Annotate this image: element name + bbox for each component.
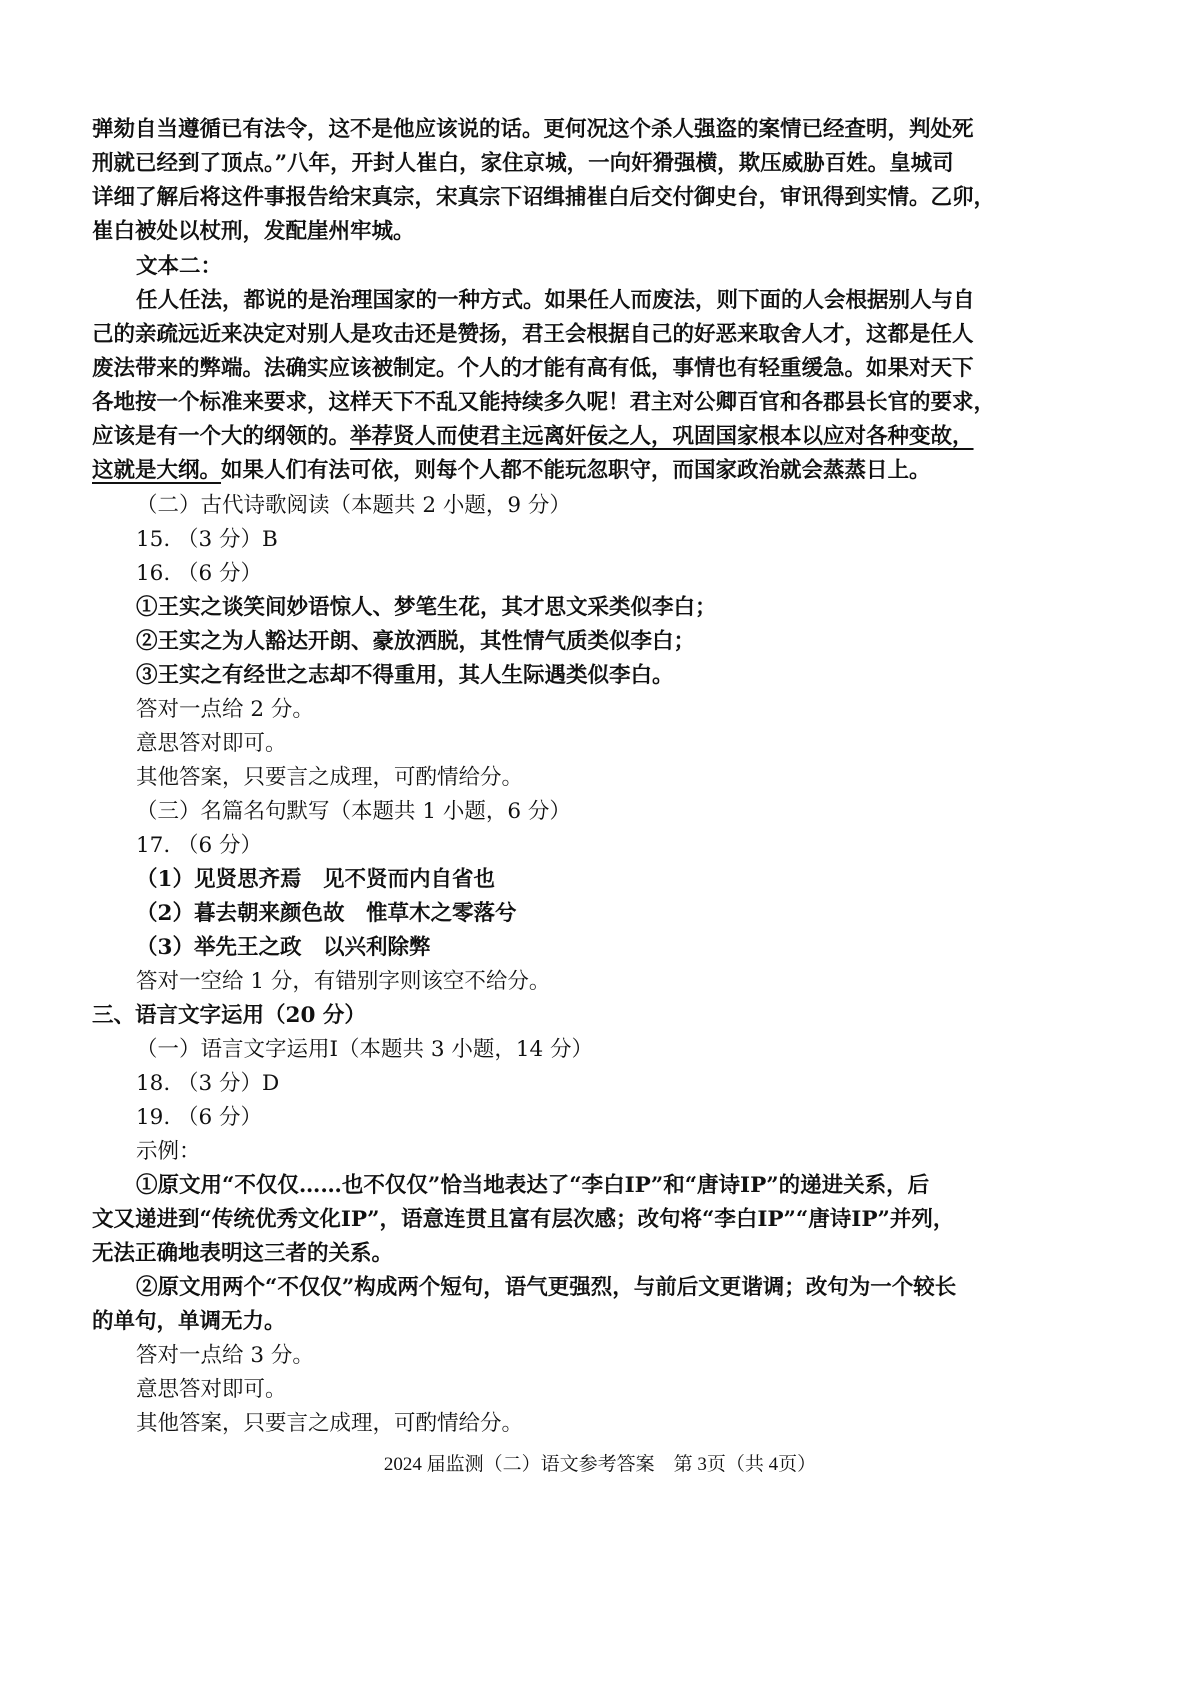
q16-answer-3: ③王实之有经世之志却不得重用，其人生际遇类似李白。 — [136, 663, 674, 688]
q16-answer-2: ②王实之为人豁达开朗、豪放洒脱，其性情气质类似李白； — [136, 629, 696, 654]
text-two-heading: 文本二： — [136, 254, 223, 279]
q19-point-1-line-1: ①原文用“不仅仅……也不仅仅”恰当地表达了“李白IP”和“唐诗IP”的递进关系，后 — [136, 1173, 930, 1198]
q19-point-2-line-2: 的单句，单调无力。 — [92, 1309, 286, 1334]
text-two-underlined-answer-part-2: 这就是大纲。 — [92, 458, 222, 483]
text-two-line-4: 各地按一个标准来要求，这样天下不乱又能持续多久呢！君主对公卿百官和各郡县长官的要求， — [92, 390, 996, 415]
q16-meaning-note: 意思答对即可。 — [136, 731, 287, 756]
top-paragraph-line-2: 刑就已经到了顶点。”八年，开封人崔白，家住京城，一向奸猾强横，欺压威胁百姓。皇城司 — [92, 151, 954, 176]
q17-answer-3: （3）举先王之政 以兴利除弊 — [136, 935, 431, 960]
top-paragraph-line-4: 崔白被处以杖刑，发配崖州牢城。 — [92, 219, 415, 244]
q17-answer-2: （2）暮去朝来颜色故 惟草木之零落兮 — [136, 901, 517, 926]
q16-scoring-note: 答对一点给 2 分。 — [136, 697, 314, 722]
q19-example-label: 示例： — [136, 1139, 201, 1164]
q16-answer-1: ①王实之谈笑间妙语惊人、梦笔生花，其才思文采类似李白； — [136, 595, 717, 620]
q19-point-2-line-1: ②原文用两个“不仅仅”构成两个短句，语气更强烈，与前后文更谐调；改句为一个较长 — [136, 1275, 957, 1300]
text-two-line-6-plain: 如果人们有法可依，则每个人都不能玩忽职守，而国家政治就会蒸蒸日上。 — [221, 458, 931, 483]
recitation-section-heading: （三）名篇名句默写（本题共 1 小题，6 分） — [136, 799, 571, 824]
question-17: 17. （6 分） — [136, 833, 263, 858]
poetry-section-heading: （二）古代诗歌阅读（本题共 2 小题，9 分） — [136, 493, 571, 518]
part-three-heading: 三、语言文字运用（20 分） — [92, 1003, 366, 1028]
text-two-line-6 — [92, 460, 931, 482]
text-two-line-5 — [92, 426, 974, 448]
question-15: 15. （3 分）B — [136, 527, 278, 552]
text-two-underlined-answer-part-1: 举荐贤人而使君主远离奸佞之人，巩固国家根本以应对各种变故， — [350, 424, 974, 449]
q19-other-answers-note: 其他答案，只要言之成理，可酌情给分。 — [136, 1411, 524, 1436]
q16-other-answers-note: 其他答案，只要言之成理，可酌情给分。 — [136, 765, 524, 790]
top-paragraph-line-1: 弹劾自当遵循已有法令，这不是他应该说的话。更何况这个杀人强盗的案情已经查明，判处死 — [92, 117, 974, 142]
question-18: 18. （3 分）D — [136, 1071, 280, 1096]
q19-point-1-line-3: 无法正确地表明这三者的关系。 — [92, 1241, 394, 1266]
question-19: 19. （6 分） — [136, 1105, 263, 1130]
text-two-line-1: 任人任法，都说的是治理国家的一种方式。如果任人而废法，则下面的人会根据别人与自 — [136, 288, 975, 313]
q19-point-1-line-2: 文又递进到“传统优秀文化IP”，语意连贯且富有层次感；改句将“李白IP”“唐诗IP”并列， — [92, 1207, 955, 1232]
q19-meaning-note: 意思答对即可。 — [136, 1377, 287, 1402]
page-footer: 2024 届监测（二）语文参考答案 第 3页（共 4页） — [383, 1454, 817, 1475]
text-two-line-3: 废法带来的弊端。法确实应该被制定。个人的才能有高有低，事情也有轻重缓急。如果对天下 — [92, 356, 974, 381]
question-16: 16. （6 分） — [136, 561, 263, 586]
q17-scoring-note: 答对一空给 1 分，有错别字则该空不给分。 — [136, 969, 551, 994]
top-paragraph-line-3: 详细了解后将这件事报告给宋真宗，宋真宗下诏缉捕崔白后交付御史台，审讯得到实情。乙卯， — [92, 185, 996, 210]
part-three-subheading: （一）语言文字运用Ⅰ（本题共 3 小题，14 分） — [136, 1037, 594, 1062]
text-two-line-5-plain: 应该是有一个大的纲领的。 — [92, 424, 351, 449]
q19-scoring-note: 答对一点给 3 分。 — [136, 1343, 314, 1368]
q17-answer-1: （1）见贤思齐焉 见不贤而内自省也 — [136, 867, 495, 892]
text-two-line-2: 己的亲疏远近来决定对别人是攻击还是赞扬，君王会根据自己的好恶来取舍人才，这都是任人 — [92, 322, 974, 347]
